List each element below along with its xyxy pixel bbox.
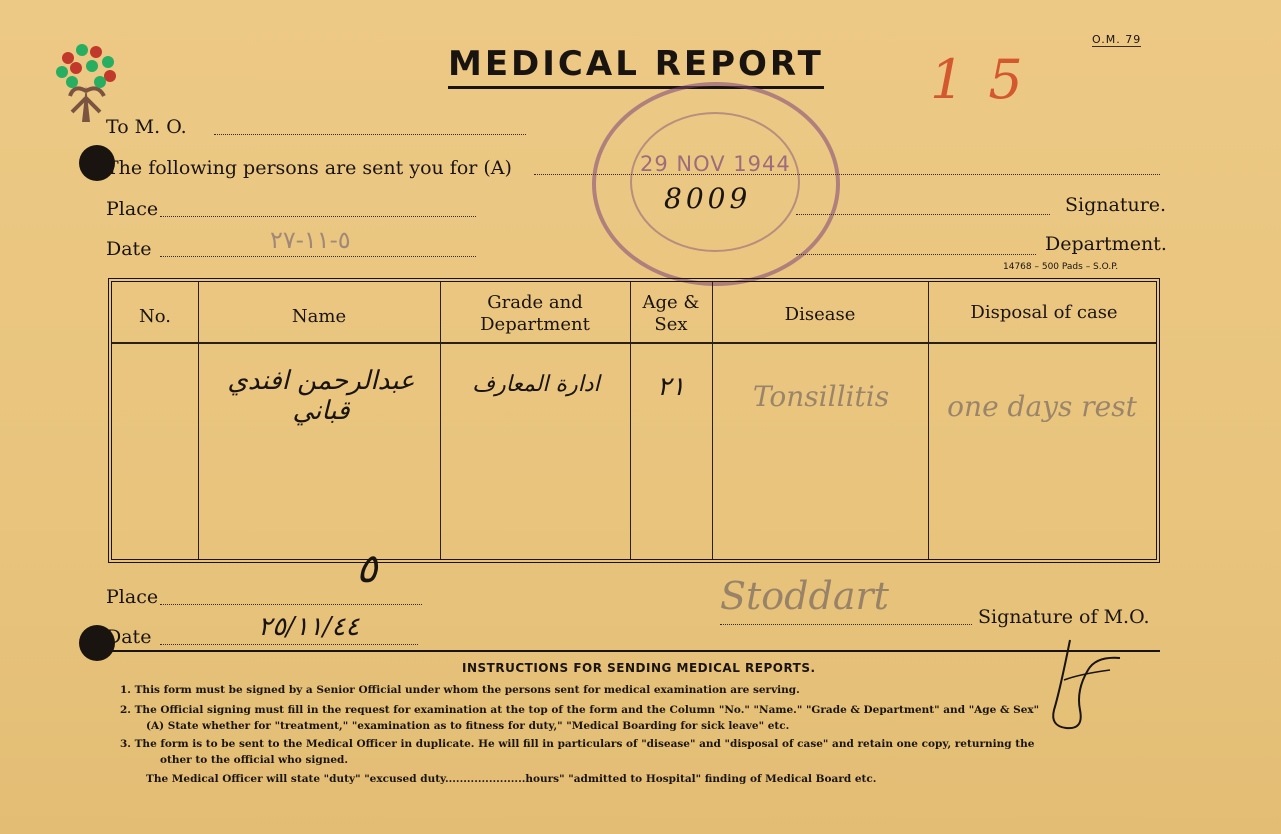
footer-date-label: Date (106, 626, 152, 648)
footer-place-line (160, 604, 422, 605)
print-code: 14768 – 500 Pads – S.O.P. (1003, 262, 1119, 272)
cell-age: ٢١ (657, 372, 685, 402)
to-mo-label: To M. O. (106, 116, 187, 138)
header-age-sex: Age & Sex (642, 292, 700, 335)
place-label: Place (106, 198, 159, 220)
instructions-title: INSTRUCTIONS FOR SENDING MEDICAL REPORTS. (462, 661, 816, 675)
footer-date-value: ٢٥/١١/٤٤ (258, 612, 360, 642)
persons-table (108, 278, 1160, 563)
instruction-line: 1. This form must be signed by a Senior Official under whom the persons sent for medical examination are serving. (120, 684, 800, 696)
header-grade: Grade and Department (480, 292, 590, 335)
stamp-date: 29 NOV 1944 (640, 152, 791, 176)
mo-signature-label: Signature of M.O. (978, 606, 1150, 628)
handwritten-date-arabic: ٥-١١-٢٧ (270, 226, 351, 254)
department-line (796, 254, 1036, 255)
header-no: No. (139, 306, 171, 327)
mo-signature-line (720, 624, 972, 625)
handwritten-number: 8009 (664, 182, 752, 215)
page-title: MEDICAL REPORT (448, 44, 824, 89)
instruction-line: 3. The form is to be sent to the Medical Officer in duplicate. He will fill in particulars of "disease" and "disposal of case" and retain one copy, returning the (120, 738, 1035, 750)
to-mo-line (214, 134, 526, 135)
cell-name: عبدالرحمن افندي قباني (227, 366, 415, 426)
official-signature-scribble (1040, 630, 1130, 740)
form-number: O.M. 79 (1092, 33, 1142, 46)
red-handwritten-mark: 15 (930, 48, 1047, 111)
instruction-line: other to the official who signed. (160, 754, 349, 766)
department-label: Department. (1045, 233, 1167, 255)
header-disposal: Disposal of case (970, 302, 1118, 323)
footer-place-value: ٥ (356, 546, 378, 592)
persons-line (534, 174, 1160, 175)
instruction-line: The Medical Officer will state "duty" "excused duty......................hours" "admitted to Hospital" finding of Medical Board etc. (146, 773, 877, 785)
footer-place-label: Place (106, 586, 159, 608)
persons-label: The following persons are sent you for (A) (106, 157, 512, 179)
cell-grade: ادارة المعارف (472, 372, 600, 397)
cell-disease: Tonsillitis (752, 380, 890, 413)
signature-label: Signature. (1065, 194, 1167, 216)
tree-logo-icon (52, 36, 122, 124)
footer-date-line (160, 644, 418, 645)
date-line (160, 256, 476, 257)
signature-line (796, 214, 1050, 215)
header-divider (112, 342, 1156, 344)
column-divider (440, 282, 441, 559)
mo-signature: Stoddart (720, 574, 889, 618)
place-line (160, 216, 476, 217)
cell-disposal: one days rest (947, 390, 1137, 423)
instruction-line: 2. The Official signing must fill in the request for examination at the top of the form and the Column "No." "Name." "Grade & Department" and "Age & Sex" (120, 704, 1040, 716)
header-disease: Disease (784, 304, 856, 325)
header-name: Name (291, 306, 347, 327)
instruction-line: (A) State whether for "treatment," "examination as to fitness for duty," "Medical Boarding for sick leave" etc. (146, 720, 790, 732)
date-label: Date (106, 238, 152, 260)
instructions-divider (96, 650, 1160, 652)
